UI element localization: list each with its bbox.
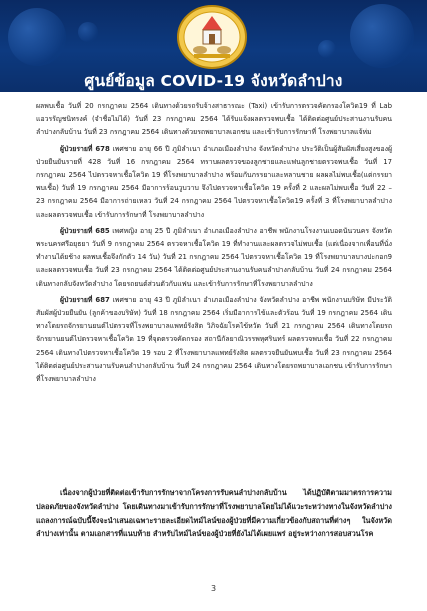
page-header — [0, 0, 427, 92]
patient-entry — [36, 294, 392, 386]
virus-decoration-icon — [350, 4, 414, 68]
provincial-seal-icon — [176, 4, 248, 70]
closing-statement — [36, 486, 392, 541]
patient-label: ผู้ป่วยรายที่ 687 — [60, 295, 110, 304]
patient-entry — [36, 143, 392, 222]
patient-entry — [36, 225, 392, 291]
paragraph-text: ผลพบเชื้อ วันที่ 20 กรกฎาคม 2564 เดินทางด้วยรถรับจ้างสาธารณะ (Taxi) เข้ารับการตรวจคัดกรองโควิด19 ที่ Lab แอวรรัญชนิทรงค์ (จำชื่อไม่ได้) วันที่ 23 กรกฎาคม 2564 ได้รับแจ้งผลตรวจพบเชื้อ ได้ติดต่อศูนย์ประสานงานรับคนลำปางกลับบ้าน วันที่ 23 กรกฎาคม 2564 เดินทางด้วยรถพยาบาลเอกชน และเข้ารับการรักษาที่ โรงพยาบาลแจ้ห่ม — [36, 102, 392, 137]
closing-paragraph — [36, 486, 392, 541]
patient-label: ผู้ป่วยรายที่ 685 — [60, 226, 110, 235]
page-number: 3 — [210, 584, 217, 593]
paragraph-continuation — [36, 100, 392, 140]
page-title: ศูนย์ข้อมูล COVID-19 จังหวัดลำปาง — [84, 72, 343, 90]
patient-text: เพศชาย อายุ 43 ปี ภูมิลำเนา อำเภอเมืองลำปาง จังหวัดลำปาง อาชีพ พนักงานบริษัท มีประวัติสัมผัสผู้ป่วยยืนยัน (ลูกค้าของบริษัท) วันที่ 18 กรกฎาคม 2564 เริ่มมีอาการไข้และตัวร้อน วันที่ 19 กรกฎาคม 2564 เดินทางโดยรถจักรยานยนต์ไปตรวจที่โรงพยาบาลแพทย์รังสิต วิภิจฉัยโรคไข้หวัด วันที่ 21 กรกฎาคม 2564 เดินทางโดยรถจักรยานยนต์ไปตรวจหาเชื้อโควิด 19 ที่จุดตรวจคัดกรอง สถานีกัลยาณิวรรพหุศรินทร์ ผลตรวจพบเชื้อ วันที่ 22 กรกฎาคม 2564 เดินทางไปตรวจหาเชื้อโควิด 19 รอบ 2 ที่โรงพยาบาลแพทย์รังสิต ผลตรวจยืนยันพบเชื้อ วันที่ 23 กรกฎาคม 2564 ได้ติดต่อศูนย์ประสานงานรับคนลำปางกลับบ้าน วันที่ 24 กรกฎาคม 2564 เดินทางโดยรถพยาบาลเอกชน เข้ารับการรักษาที่โรงพยาบาลลำปาง — [36, 295, 392, 384]
virus-decoration-icon — [318, 40, 336, 58]
document-body — [36, 100, 392, 389]
virus-decoration-icon — [8, 8, 66, 66]
closing-text: เนื่องจากผู้ป่วยที่ติดต่อเข้ารับการรักษาจากโครงการรับคนลำปางกลับบ้าน ได้ปฏิบัติตามมาตรการความปลอดภัยของจังหวัดลำปาง โดยเดินทางมาเข้ารับการรักษาที่โรงพยาบาลโดยไม่ได้แวะระหว่างทางในจังหวัดลำปาง แถลงการณ์ฉบับนี้จึงจะนำเสนอเฉพาะรายละเอียดไทม์ไลน์ของผู้ป่วยที่มีความเกี่ยวข้องกับสถานที่ต่างๆ ในจังหวัดลำปางเท่านั้น ตามเอกสารที่แนบท้าย สำหรับไทม์ไลน์ของผู้ป่วยที่ยังไม่ได้เผยแพร่ — [36, 488, 392, 539]
virus-decoration-icon — [78, 22, 98, 42]
closing-status: อยู่ระหว่างการสอบสวนโรค — [288, 529, 374, 539]
patient-label: ผู้ป่วยรายที่ 678 — [60, 144, 110, 153]
patient-text: เพศหญิง อายุ 25 ปี ภูมิลำเนา อำเภอเมืองลำปาง อาชีพ พนักงานโรงงานเบอดนันวนคร จังหวัดพระนครศรีอยุธยา วันที่ 9 กรกฎาคม 2564 ตรวจหาเชื้อโควิด 19 ที่ทำงานและผลตรวจไม่พบเชื้อ (แต่เนื่องจากเพื่อนที่นั่งทำงานได้ยช้าง ผลพบเชื้อจึงกักตัว 14 วัน) วันที่ 21 กรกฎาคม 2564 ไปตรวจหาเชื้อโควิด 19 ที่โรงพยาบาลบางปะกอก9 และผลตรวจพบเชื้อ วันที่ 23 กรกฎาคม 2564 ได้ติดต่อศูนย์ประสานงานรับคนลำปางกลับบ้าน วันที่ 24 กรกฎาคม 2564 เดินทางกลับจังหวัดลำปาง โดยรถยนต์ส่วนตัวกับแฟน และเข้ารับการรักษาที่โรงพยาบาลลำปาง — [36, 226, 392, 288]
patient-text: เพศชาย อายุ 66 ปี ภูมิลำเนา อำเภอเมืองลำปาง จังหวัดลำปาง ประวัติเป็นผู้สัมผัสเสี่ยงสูงของผู้ป่วยยืนยันรายที่ 428 วันที่ 16 กรกฎาคม 2564 ทราบผลตรวจของลูกชายและแฟนลูกชายตรวจพบเชื้อ วันที่ 17 กรกฎาคม 2564 ไปตรวจหาเชื้อโควิด 19 ที่โรงพยาบาลลำปาง พร้อมกับภรรยาและหลานชาย ผลผลไม่พบเชื้อ(แต่กรรยาพบเชื้อ) วันที่ 19 กรกฎาคม 2564 มีอาการร้อนวูบวาบ จึงไปตรวจหาเชื้อโควิด 19 ครั้งที่ 2 และผลไม่พบเชื้อ วันที่ 22 – 23 กรกฎาคม 2564 มีอาการถ่ายเหลว วันที่ 24 กรกฎาคม 2564 ไปตรวจหาเชื้อโควิด19 ครั้งที่ 3 ที่โรงพยาบาลลำปาง และผลตรวจพบเชื้อ เข้ารับการรักษาที่ โรงพยาบาลลำปาง — [36, 144, 392, 219]
